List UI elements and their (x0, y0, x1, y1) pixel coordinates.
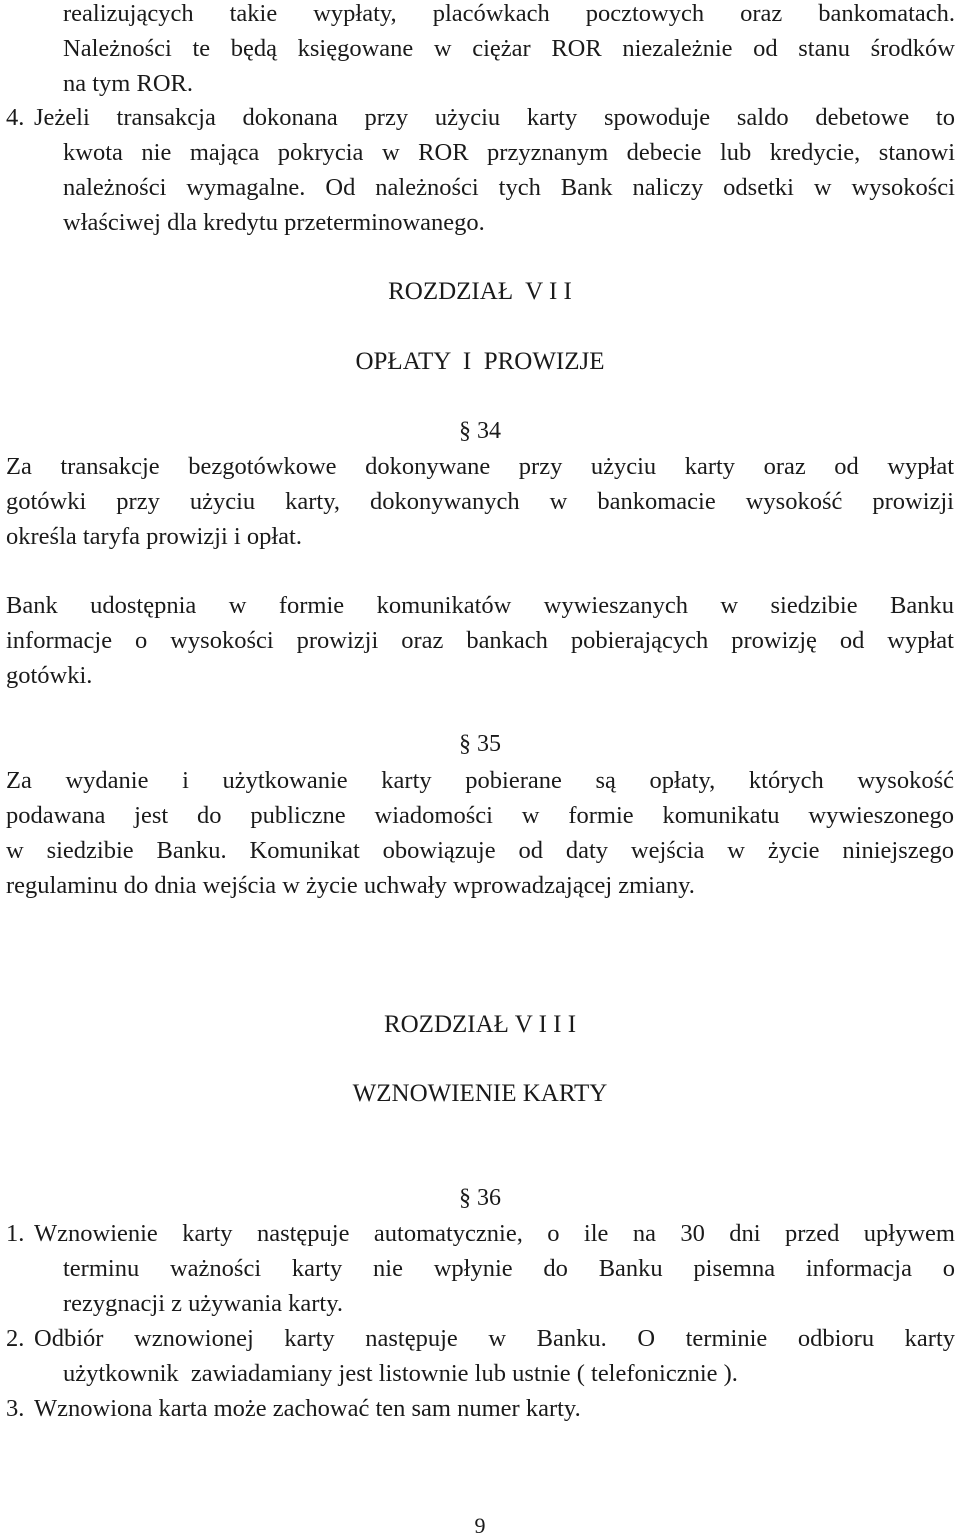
text-line: właściwej dla kredytu przeterminowanego. (63, 209, 485, 236)
chapter-subtitle: WZNOWIENIE KARTY (352, 1080, 608, 1107)
list-number: 3. (6, 1395, 25, 1422)
section-mark: § 35 (459, 731, 501, 757)
text-line: Wznowiona karta może zachować ten sam numer karty. (34, 1395, 581, 1422)
text-line: w siedzibie Banku. Komunikat obowiązuje od daty wejścia w życie niniejszego (6, 837, 954, 864)
text-line: Za wydanie i użytkowanie karty pobierane są opłaty, których wysokość (6, 767, 954, 794)
text-line: rezygnacji z używania karty. (63, 1290, 344, 1317)
text-line: terminu ważności karty nie wpłynie do Banku pisemna informacja o (63, 1255, 955, 1282)
chapter-title: ROZDZIAŁ V I I I (383, 1011, 577, 1038)
text-line: Odbiór wznowionej karty następuje w Banku. O terminie odbioru karty (34, 1325, 955, 1352)
text-line: Wznowienie karty następuje automatycznie, o ile na 30 dni przed upływem (34, 1220, 955, 1247)
text-line: należności wymagalne. Od należności tych Bank naliczy odsetki w wysokości (63, 174, 955, 201)
text-line: określa taryfa prowizji i opłat. (6, 523, 302, 550)
list-number: 1. (6, 1220, 25, 1247)
text-line: informacje o wysokości prowizji oraz bankach pobierających prowizję od wypłat (6, 627, 954, 654)
text-line: regulaminu do dnia wejścia w życie uchwały wprowadzającej zmiany. (6, 872, 695, 899)
text-line: Jeżeli transakcja dokonana przy użyciu karty spowoduje saldo debetowe to (34, 104, 955, 131)
text-line: podawana jest do publiczne wiadomości w formie komunikatu wywieszonego (6, 802, 954, 829)
list-number: 4. (6, 104, 25, 131)
text-line: Bank udostępnia w formie komunikatów wywieszanych w siedzibie Banku (6, 592, 954, 619)
text-line: realizujących takie wypłaty, placówkach pocztowych oraz bankomatach. (63, 0, 955, 27)
section-mark: § 36 (459, 1185, 501, 1211)
text-line: na tym ROR. (63, 70, 193, 97)
text-line: gotówki przy użyciu karty, dokonywanych w bankomacie wysokość prowizji (6, 488, 954, 515)
text-line: gotówki. (6, 662, 93, 689)
section-mark: § 34 (459, 418, 501, 444)
text-line: użytkownik zawiadamiany jest listownie lub ustnie ( telefonicznie ). (63, 1360, 738, 1387)
chapter-subtitle: OPŁATY I PROWIZJE (355, 348, 605, 375)
text-line: Należności te będą księgowane w ciężar ROR niezależnie od stanu środków (63, 35, 955, 62)
text-line: kwota nie mająca pokrycia w ROR przyznanym debecie lub kredycie, stanowi (63, 139, 955, 166)
chapter-title: ROZDZIAŁ V I I (388, 278, 572, 305)
list-number: 2. (6, 1325, 25, 1352)
text-line: Za transakcje bezgotówkowe dokonywane przy użyciu karty oraz od wypłat (6, 453, 954, 480)
page-number: 9 (474, 1513, 486, 1538)
